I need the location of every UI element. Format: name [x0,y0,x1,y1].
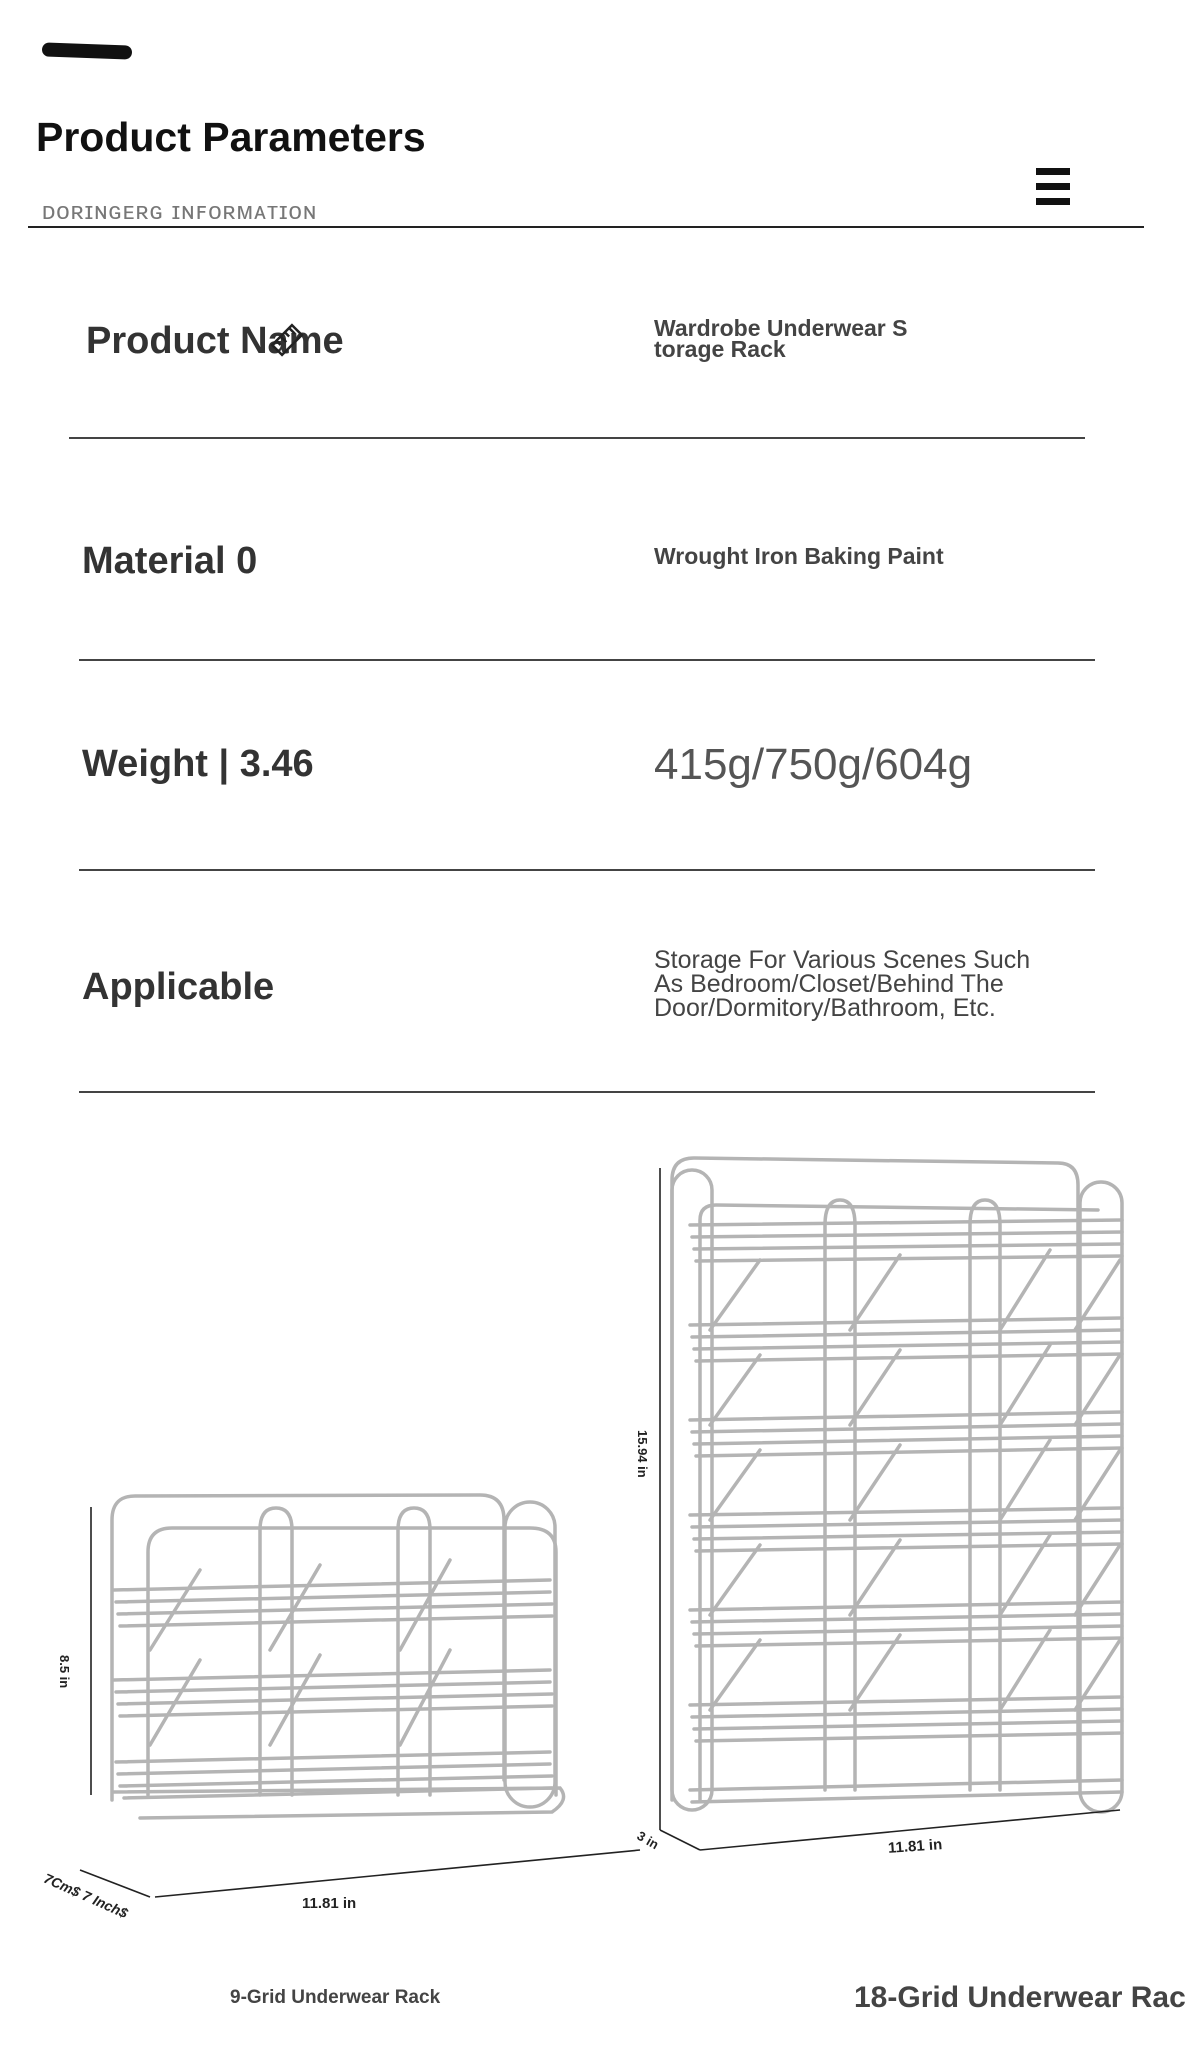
param-value-applicable: Storage For Various Scenes Such As Bedroom/Closet/Behind The Door/Dormitory/Bathroom, Etc. [654,946,1031,1022]
small-height-label: 8.5 in [57,1655,72,1689]
param-label-applicable: Applicable [82,966,275,1008]
header-divider [28,226,1144,228]
page-title: Product Parameters [36,114,426,160]
menu-icon[interactable] [1036,168,1070,206]
nine-grid-rack [112,1495,564,1818]
large-height-label: 15.94 in [635,1430,650,1478]
large-depth-label: 3 in [634,1828,662,1853]
small-width-label: 11.81 in [302,1895,357,1912]
header-decoration [42,42,132,59]
param-value-weight: 415g/750g/604g [654,740,973,789]
caption-nine-grid: 9-Grid Underwear Rack [230,1987,441,2008]
param-value-name: Wardrobe Underwear S torage Rack [654,315,908,362]
page-subtitle: ᴅᴏʀɪɴɢᴇʀɢ ɪɴꜰᴏʀᴍᴀᴛɪᴏɴ [42,198,318,225]
eighteen-grid-rack [672,1158,1122,1812]
large-width-label: 11.81 in [887,1836,943,1857]
caption-eighteen-grid: 18-Grid Underwear Rac [854,1981,1186,2014]
ruler-icon [270,320,304,360]
param-label-material: Material 0 [82,540,258,582]
param-value-material: Wrought Iron Baking Paint [654,543,944,569]
param-label-weight: Weight | 3.46 [82,743,314,785]
small-width-line [155,1850,640,1897]
product-illustration [0,1100,1186,1950]
row-divider [79,659,1095,661]
row-divider [79,869,1095,871]
row-divider [79,1091,1095,1093]
small-depth-label: 7Cm$ 7 Inch$ [41,1870,131,1922]
param-label-name: Product Name [86,320,344,362]
row-divider [69,437,1085,439]
large-depth-line [660,1830,700,1850]
